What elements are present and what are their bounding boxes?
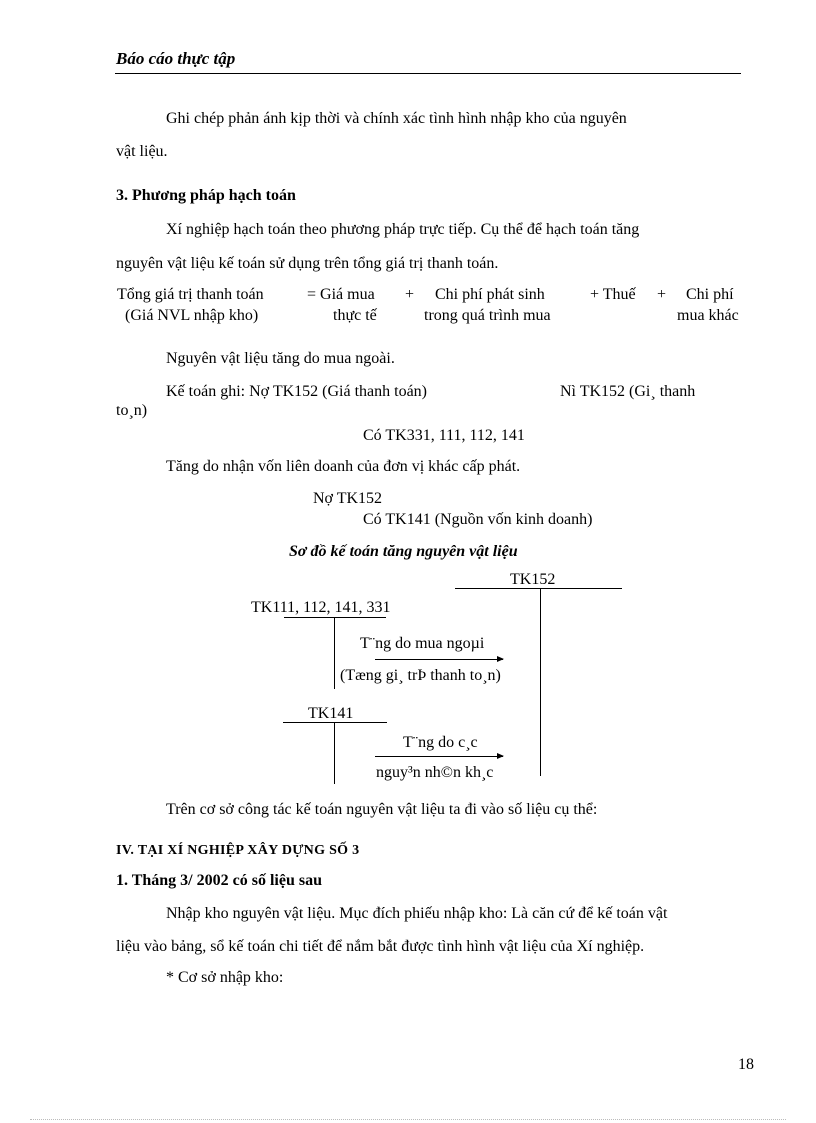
account-tk111-rule xyxy=(284,617,386,618)
formula-plus-1: + xyxy=(405,286,415,303)
entry-debit-garbled-cont: to¸n) xyxy=(116,402,148,419)
formula-price: = Giá mua xyxy=(307,286,375,303)
entry-purchase: Nguyên vật liệu tăng do mua ngoài. xyxy=(166,350,395,367)
flow-b-line-1: T¨ng do c¸c xyxy=(403,734,478,751)
flow-b-line-2: nguy³n nh©n kh¸c xyxy=(376,764,494,781)
account-tk152-label: TK152 xyxy=(510,571,556,588)
section-4-line-2: liệu vào bảng, sổ kế toán chi tiết để nắm bắt được tình hình vật liệu của Xí nghiệp. xyxy=(116,938,645,955)
section-3-line-1: Xí nghiệp hạch toán theo phương pháp trực tiếp. Cụ thể để hạch toán tăng xyxy=(166,221,640,238)
formula-cost: Chi phí phát sinh xyxy=(435,286,545,303)
header-rule xyxy=(115,73,741,74)
transition-text: Trên cơ sở công tác kế toán nguyên vật liệu ta đi vào số liệu cụ thể: xyxy=(166,801,598,818)
footer-dotted-rule xyxy=(30,1119,786,1120)
intro-line-2: vật liệu. xyxy=(116,143,168,160)
entry-debit-garbled: Nì TK152 (Gi¸ thanh xyxy=(560,383,696,400)
section-4-subheading: 1. Tháng 3/ 2002 có số liệu sau xyxy=(116,872,322,889)
formula-cost-sub: trong quá trình mua xyxy=(424,307,551,324)
entry-cap-debit: Nợ TK152 xyxy=(313,490,383,507)
formula-other: Chi phí xyxy=(686,286,734,303)
account-tk141-label: TK141 xyxy=(308,705,354,722)
entry-capital: Tăng do nhận vốn liên doanh của đơn vị khác cấp phát. xyxy=(166,458,521,475)
account-tk152-rule xyxy=(455,588,622,589)
section-4-bullet: * Cơ sở nhập kho: xyxy=(166,969,284,986)
flow-b-arrow xyxy=(375,756,503,757)
formula-plus-2: + xyxy=(657,286,667,303)
account-tk141-stem xyxy=(334,722,335,784)
intro-line-1: Ghi chép phản ánh kịp thời và chính xác tình hình nhập kho của nguyên xyxy=(166,110,627,127)
section-4-heading: IV. TẠI XÍ NGHIỆP XÂY DỰNG SỐ 3 xyxy=(116,843,360,858)
page-number: 18 xyxy=(738,1056,754,1073)
section-4-line-1: Nhập kho nguyên vật liệu. Mục đích phiếu nhập kho: Là căn cứ để kế toán vật xyxy=(166,905,668,922)
formula-total-sub: (Giá NVL nhập kho) xyxy=(125,307,259,324)
entry-credit: Có TK331, 111, 112, 141 xyxy=(363,427,525,444)
formula-other-sub: mua khác xyxy=(677,307,739,324)
formula-total: Tổng giá trị thanh toán xyxy=(117,286,264,303)
account-tk141-rule xyxy=(283,722,387,723)
account-tk152-stem xyxy=(540,588,541,776)
flow-a-line-1: T¨ng do mua ngoµi xyxy=(360,635,485,652)
header-title: Báo cáo thực tập xyxy=(116,49,236,68)
section-3-heading: 3. Phương pháp hạch toán xyxy=(116,187,296,204)
entry-debit: Kế toán ghi: Nợ TK152 (Giá thanh toán) xyxy=(166,383,427,400)
account-tk111-label: TK111, 112, 141, 331 xyxy=(251,599,391,616)
diagram-title: Sơ đồ kế toán tăng nguyên vật liệu xyxy=(289,543,518,560)
flow-a-line-2: (Tæng gi¸ trÞ thanh to¸n) xyxy=(340,667,501,684)
section-3-line-2: nguyên vật liệu kế toán sử dụng trên tổng giá trị thanh toán. xyxy=(116,255,499,272)
formula-tax: + Thuế xyxy=(590,286,636,303)
flow-a-arrow xyxy=(375,659,503,660)
formula-price-sub: thực tế xyxy=(333,307,377,324)
account-tk111-stem xyxy=(334,617,335,689)
entry-cap-credit: Có TK141 (Nguồn vốn kinh doanh) xyxy=(363,511,593,528)
